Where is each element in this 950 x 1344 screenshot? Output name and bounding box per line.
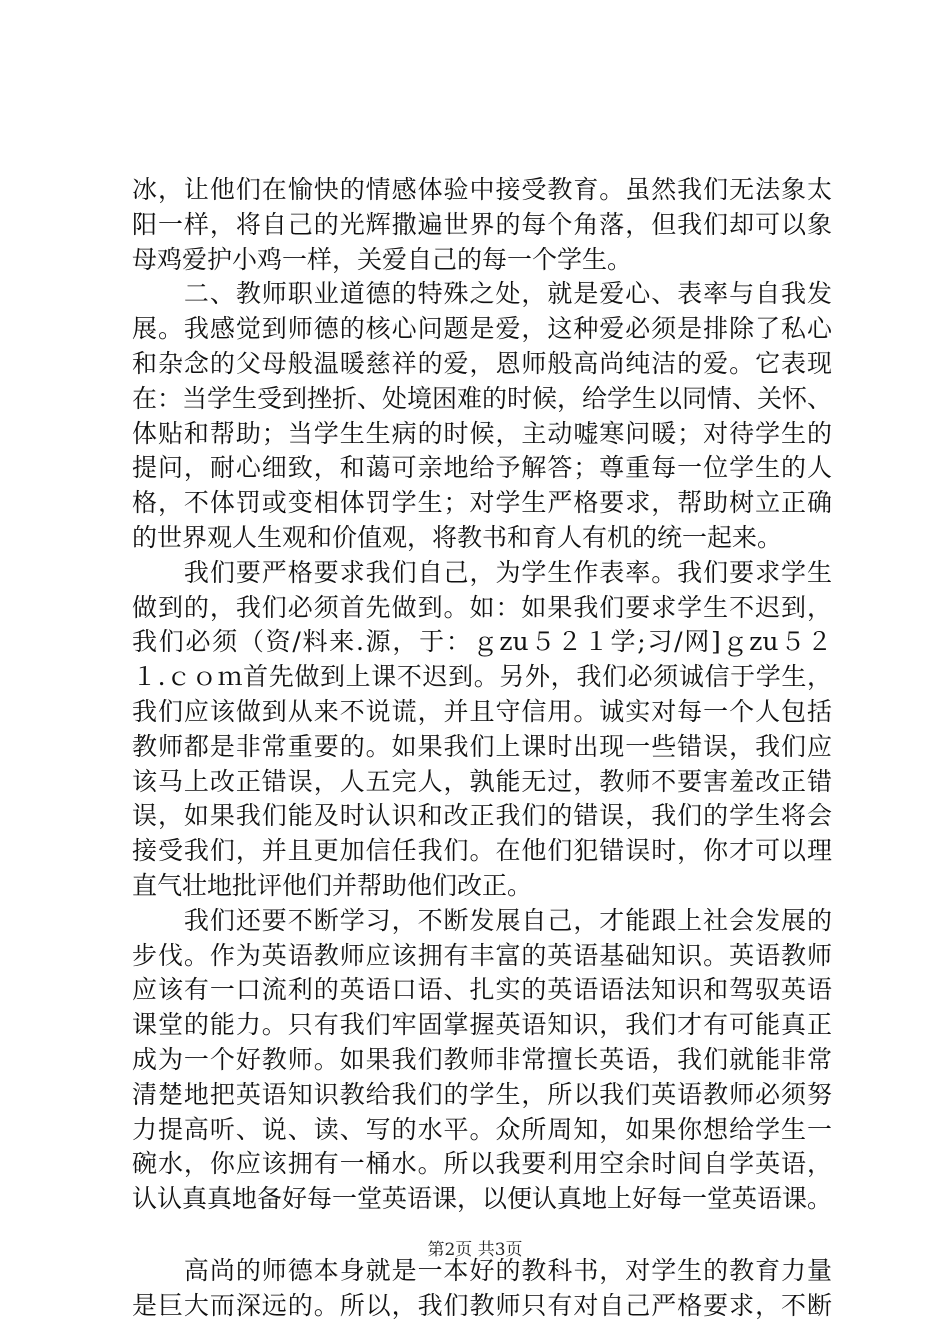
text-line: 的世界观人生观和价值观，将教书和育人有机的统一起来。 [132,522,783,552]
text-line: 误，如果我们能及时认识和改正我们的错误，我们的学生将会 [132,801,832,831]
text-line: 直气壮地批评他们并帮助他们改正。 [132,870,533,900]
text-line: 体贴和帮助；当学生生病的时候，主动嘘寒问暖；对待学生的 [132,418,832,448]
text-line: 高尚的师德本身就是一本好的教科书，对学生的教育力量 [132,1255,832,1285]
text-line: 我们必须（资/料来.源，于：ｇzu５２１学;习/网]ｇzu５２ [132,627,832,657]
text-line: 我们应该做到从来不说谎，并且守信用。诚实对每一个人包括 [132,696,832,726]
text-line: 该马上改正错误，人五完人，孰能无过，教师不要害羞改正错 [132,766,832,796]
text-line: 我们要严格要求我们自己，为学生作表率。我们要求学生 [132,557,832,587]
body-text [132,173,832,1324]
paragraph [132,1254,832,1324]
text-line: 提问，耐心细致，和蔼可亲地给予解答；尊重每一位学生的人 [132,453,832,483]
text-line: 冰，让他们在愉快的情感体验中接受教育。虽然我们无法象太 [132,175,832,204]
text-line: 格，不体罚或变相体罚学生；对学生严格要求，帮助树立正确 [132,488,832,518]
text-line: 二、教师职业道德的特殊之处，就是爱心、表率与自我发 [132,279,832,309]
text-line: 教师都是非常重要的。如果我们上课时出现一些错误，我们应 [132,731,832,761]
paragraph [132,173,832,277]
text-line: 应该有一口流利的英语口语、扎实的英语语法知识和驾驭英语 [132,975,832,1005]
text-line: 接受我们，并且更加信任我们。在他们犯错误时，你才可以理 [132,836,832,866]
text-line: 清楚地把英语知识教给我们的学生，所以我们英语教师必须努 [132,1079,832,1109]
text-line: 认认真真地备好每一堂英语课，以便认真地上好每一堂英语课。 [132,1184,832,1214]
text-line: 我们还要不断学习，不断发展自己，才能跟上社会发展的 [132,905,832,935]
paragraph [132,556,832,904]
paragraph [132,277,832,555]
text-line: １.ｃｏｍ首先做到上课不迟到。另外，我们必须诚信于学生， [132,662,832,692]
text-line: 碗水，你应该拥有一桶水。所以我要利用空余时间自学英语， [132,1149,832,1179]
paragraph [132,904,832,1217]
text-line: 成为一个好教师。如果我们教师非常擅长英语，我们就能非常 [132,1044,832,1074]
text-line: 和杂念的父母般温暖慈祥的爱，恩师般高尚纯洁的爱。它表现 [132,348,832,378]
text-line: 展。我感觉到师德的核心问题是爱，这种爱必须是排除了私心 [132,314,832,344]
text-line: 做到的，我们必须首先做到。如：如果我们要求学生不迟到， [132,592,832,622]
text-line: 阳一样，将自己的光辉撒遍世界的每个角落，但我们却可以象 [132,209,832,239]
text-line: 母鸡爱护小鸡一样，关爱自己的每一个学生。 [132,244,633,274]
page-footer: 第2页 共3页 [427,1240,523,1260]
text-line: 课堂的能力。只有我们牢固掌握英语知识，我们才有可能真正 [132,1010,832,1040]
text-line: 力提高听、说、读、写的水平。众所周知，如果你想给学生一 [132,1114,832,1144]
text-line: 步伐。作为英语教师应该拥有丰富的英语基础知识。英语教师 [132,940,832,970]
text-line: 在：当学生受到挫折、处境困难的时候，给学生以同情、关怀、 [132,383,832,413]
text-line: 是巨大而深远的。所以，我们教师只有对自己严格要求，不断 [132,1290,832,1320]
